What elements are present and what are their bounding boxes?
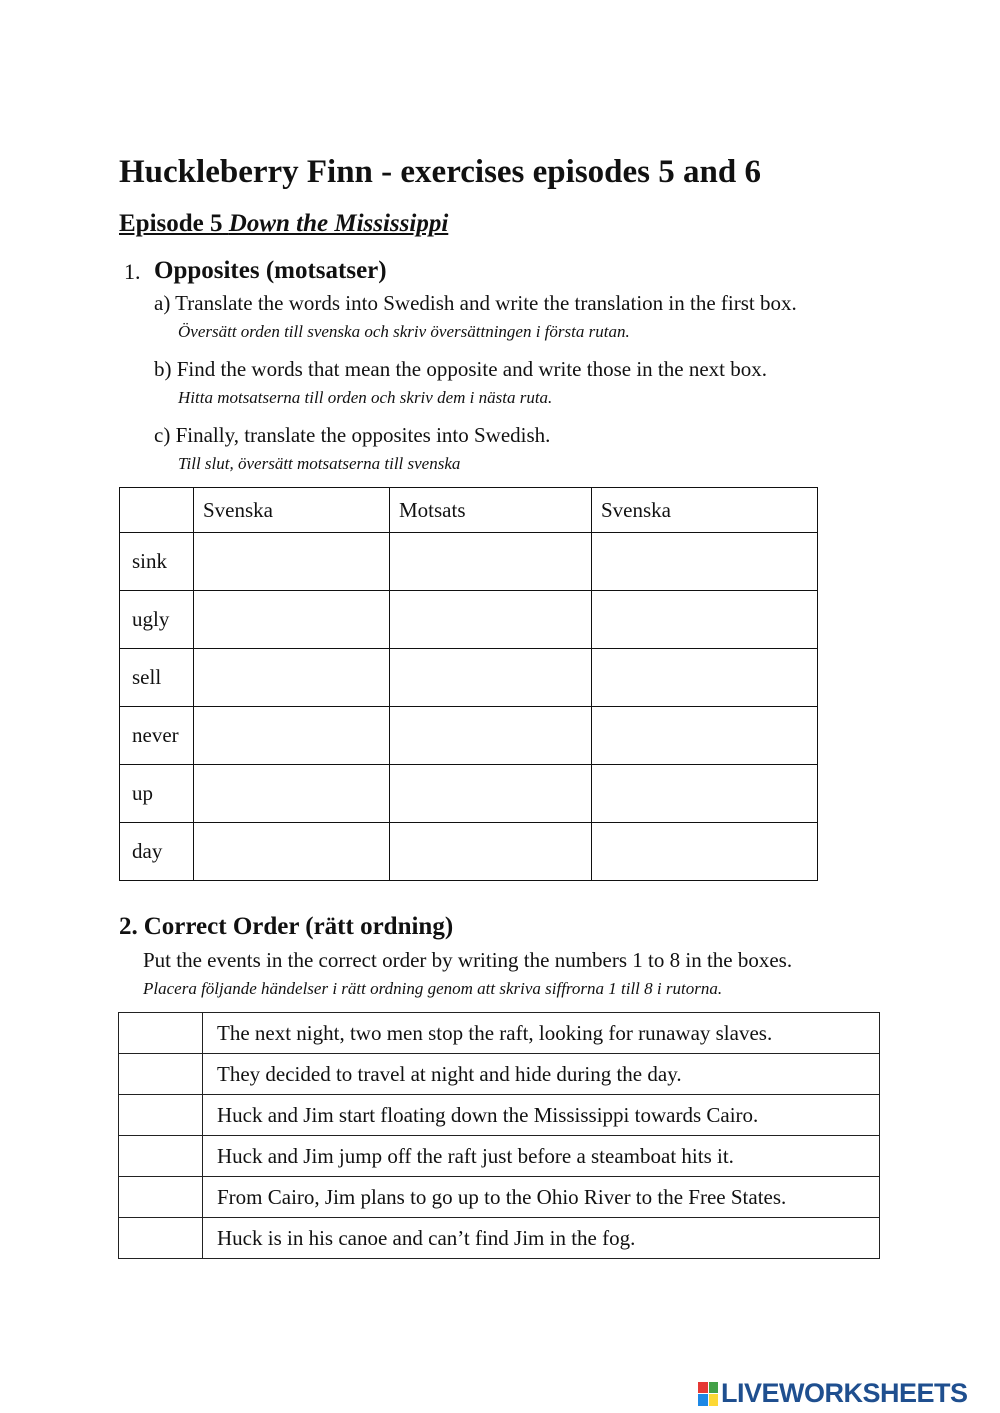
episode-heading [119, 208, 448, 240]
order-number-box[interactable] [119, 1054, 203, 1095]
logo-square-red [698, 1382, 708, 1394]
event-text: Huck and Jim start floating down the Mississippi towards Cairo. [203, 1095, 880, 1136]
table-row [120, 591, 818, 649]
answer-box-swedish[interactable] [194, 707, 390, 765]
instruction-c: c) Finally, translate the opposites into Swedish. [154, 423, 551, 447]
event-text: From Cairo, Jim plans to go up to the Ohio River to the Free States. [203, 1177, 880, 1218]
instruction-a-swedish: Översätt orden till svenska och skriv översättningen i första rutan. [178, 322, 630, 341]
table-row [119, 1013, 880, 1054]
table-row [119, 1218, 880, 1259]
header-cell-empty [120, 488, 194, 533]
event-text: They decided to travel at night and hide during the day. [203, 1054, 880, 1095]
order-number-box[interactable] [119, 1136, 203, 1177]
table-header-row [120, 488, 818, 533]
word-cell: day [120, 823, 194, 881]
header-cell-svenska: Svenska [194, 488, 390, 533]
section2-title: Correct Order (rätt ordning) [143, 913, 454, 940]
liveworksheets-logo[interactable] [698, 1378, 968, 1409]
event-text: Huck and Jim jump off the raft just before a steamboat hits it. [203, 1136, 880, 1177]
instruction-b: b) Find the words that mean the opposite and write those in the next box. [154, 357, 767, 381]
logo-square-blue [698, 1394, 708, 1406]
logo-square-yellow [709, 1394, 719, 1406]
event-text: Huck is in his canoe and can’t find Jim in the fog. [203, 1218, 880, 1259]
section2-heading [119, 912, 453, 942]
answer-box-opposite[interactable] [390, 649, 592, 707]
section1-number: 1. [124, 259, 141, 284]
order-table [118, 1012, 880, 1259]
episode-label: Episode 5 [119, 210, 223, 237]
logo-text: LIVEWORKSHEETS [721, 1378, 968, 1408]
answer-box-opposite-swedish[interactable] [592, 591, 818, 649]
answer-box-opposite-swedish[interactable] [592, 765, 818, 823]
table-row [119, 1095, 880, 1136]
word-cell: never [120, 707, 194, 765]
answer-box-opposite[interactable] [390, 823, 592, 881]
header-cell-svenska-2: Svenska [592, 488, 818, 533]
answer-box-opposite-swedish[interactable] [592, 823, 818, 881]
instruction-c-swedish: Till slut, översätt motsatserna till svenska [178, 454, 461, 473]
word-cell: up [120, 765, 194, 823]
opposites-table [119, 487, 818, 881]
page-title: Huckleberry Finn - exercises episodes 5 and 6 [119, 154, 761, 190]
order-number-box[interactable] [119, 1177, 203, 1218]
answer-box-opposite[interactable] [390, 707, 592, 765]
table-row [119, 1054, 880, 1095]
section2-instruction-swedish: Placera följande händelser i rätt ordning genom att skriva siffrorna 1 till 8 i rutorna. [143, 979, 723, 998]
word-cell: sell [120, 649, 194, 707]
section1-title: Opposites (motsatser) [154, 257, 387, 284]
table-row [120, 649, 818, 707]
answer-box-swedish[interactable] [194, 765, 390, 823]
answer-box-opposite-swedish[interactable] [592, 649, 818, 707]
table-row [120, 707, 818, 765]
order-number-box[interactable] [119, 1095, 203, 1136]
answer-box-swedish[interactable] [194, 649, 390, 707]
table-row [119, 1177, 880, 1218]
answer-box-swedish[interactable] [194, 591, 390, 649]
table-row [120, 533, 818, 591]
answer-box-opposite[interactable] [390, 533, 592, 591]
section2-number: 2. [119, 913, 138, 940]
liveworksheets-logo-icon [698, 1382, 718, 1406]
table-row [120, 765, 818, 823]
episode-subtitle: Down the Mississippi [228, 210, 449, 237]
answer-box-swedish[interactable] [194, 533, 390, 591]
order-number-box[interactable] [119, 1013, 203, 1054]
event-text: The next night, two men stop the raft, looking for runaway slaves. [203, 1013, 880, 1054]
section2-instruction: Put the events in the correct order by writing the numbers 1 to 8 in the boxes. [143, 948, 793, 972]
answer-box-opposite-swedish[interactable] [592, 707, 818, 765]
word-cell: sink [120, 533, 194, 591]
answer-box-swedish[interactable] [194, 823, 390, 881]
answer-box-opposite[interactable] [390, 591, 592, 649]
table-row [119, 1136, 880, 1177]
instruction-b-swedish: Hitta motsatserna till orden och skriv dem i nästa ruta. [178, 388, 553, 407]
table-row [120, 823, 818, 881]
answer-box-opposite[interactable] [390, 765, 592, 823]
order-number-box[interactable] [119, 1218, 203, 1259]
word-cell: ugly [120, 591, 194, 649]
header-cell-motsats: Motsats [390, 488, 592, 533]
logo-square-green [709, 1382, 719, 1394]
answer-box-opposite-swedish[interactable] [592, 533, 818, 591]
instruction-a: a) Translate the words into Swedish and write the translation in the first box. [154, 291, 797, 315]
